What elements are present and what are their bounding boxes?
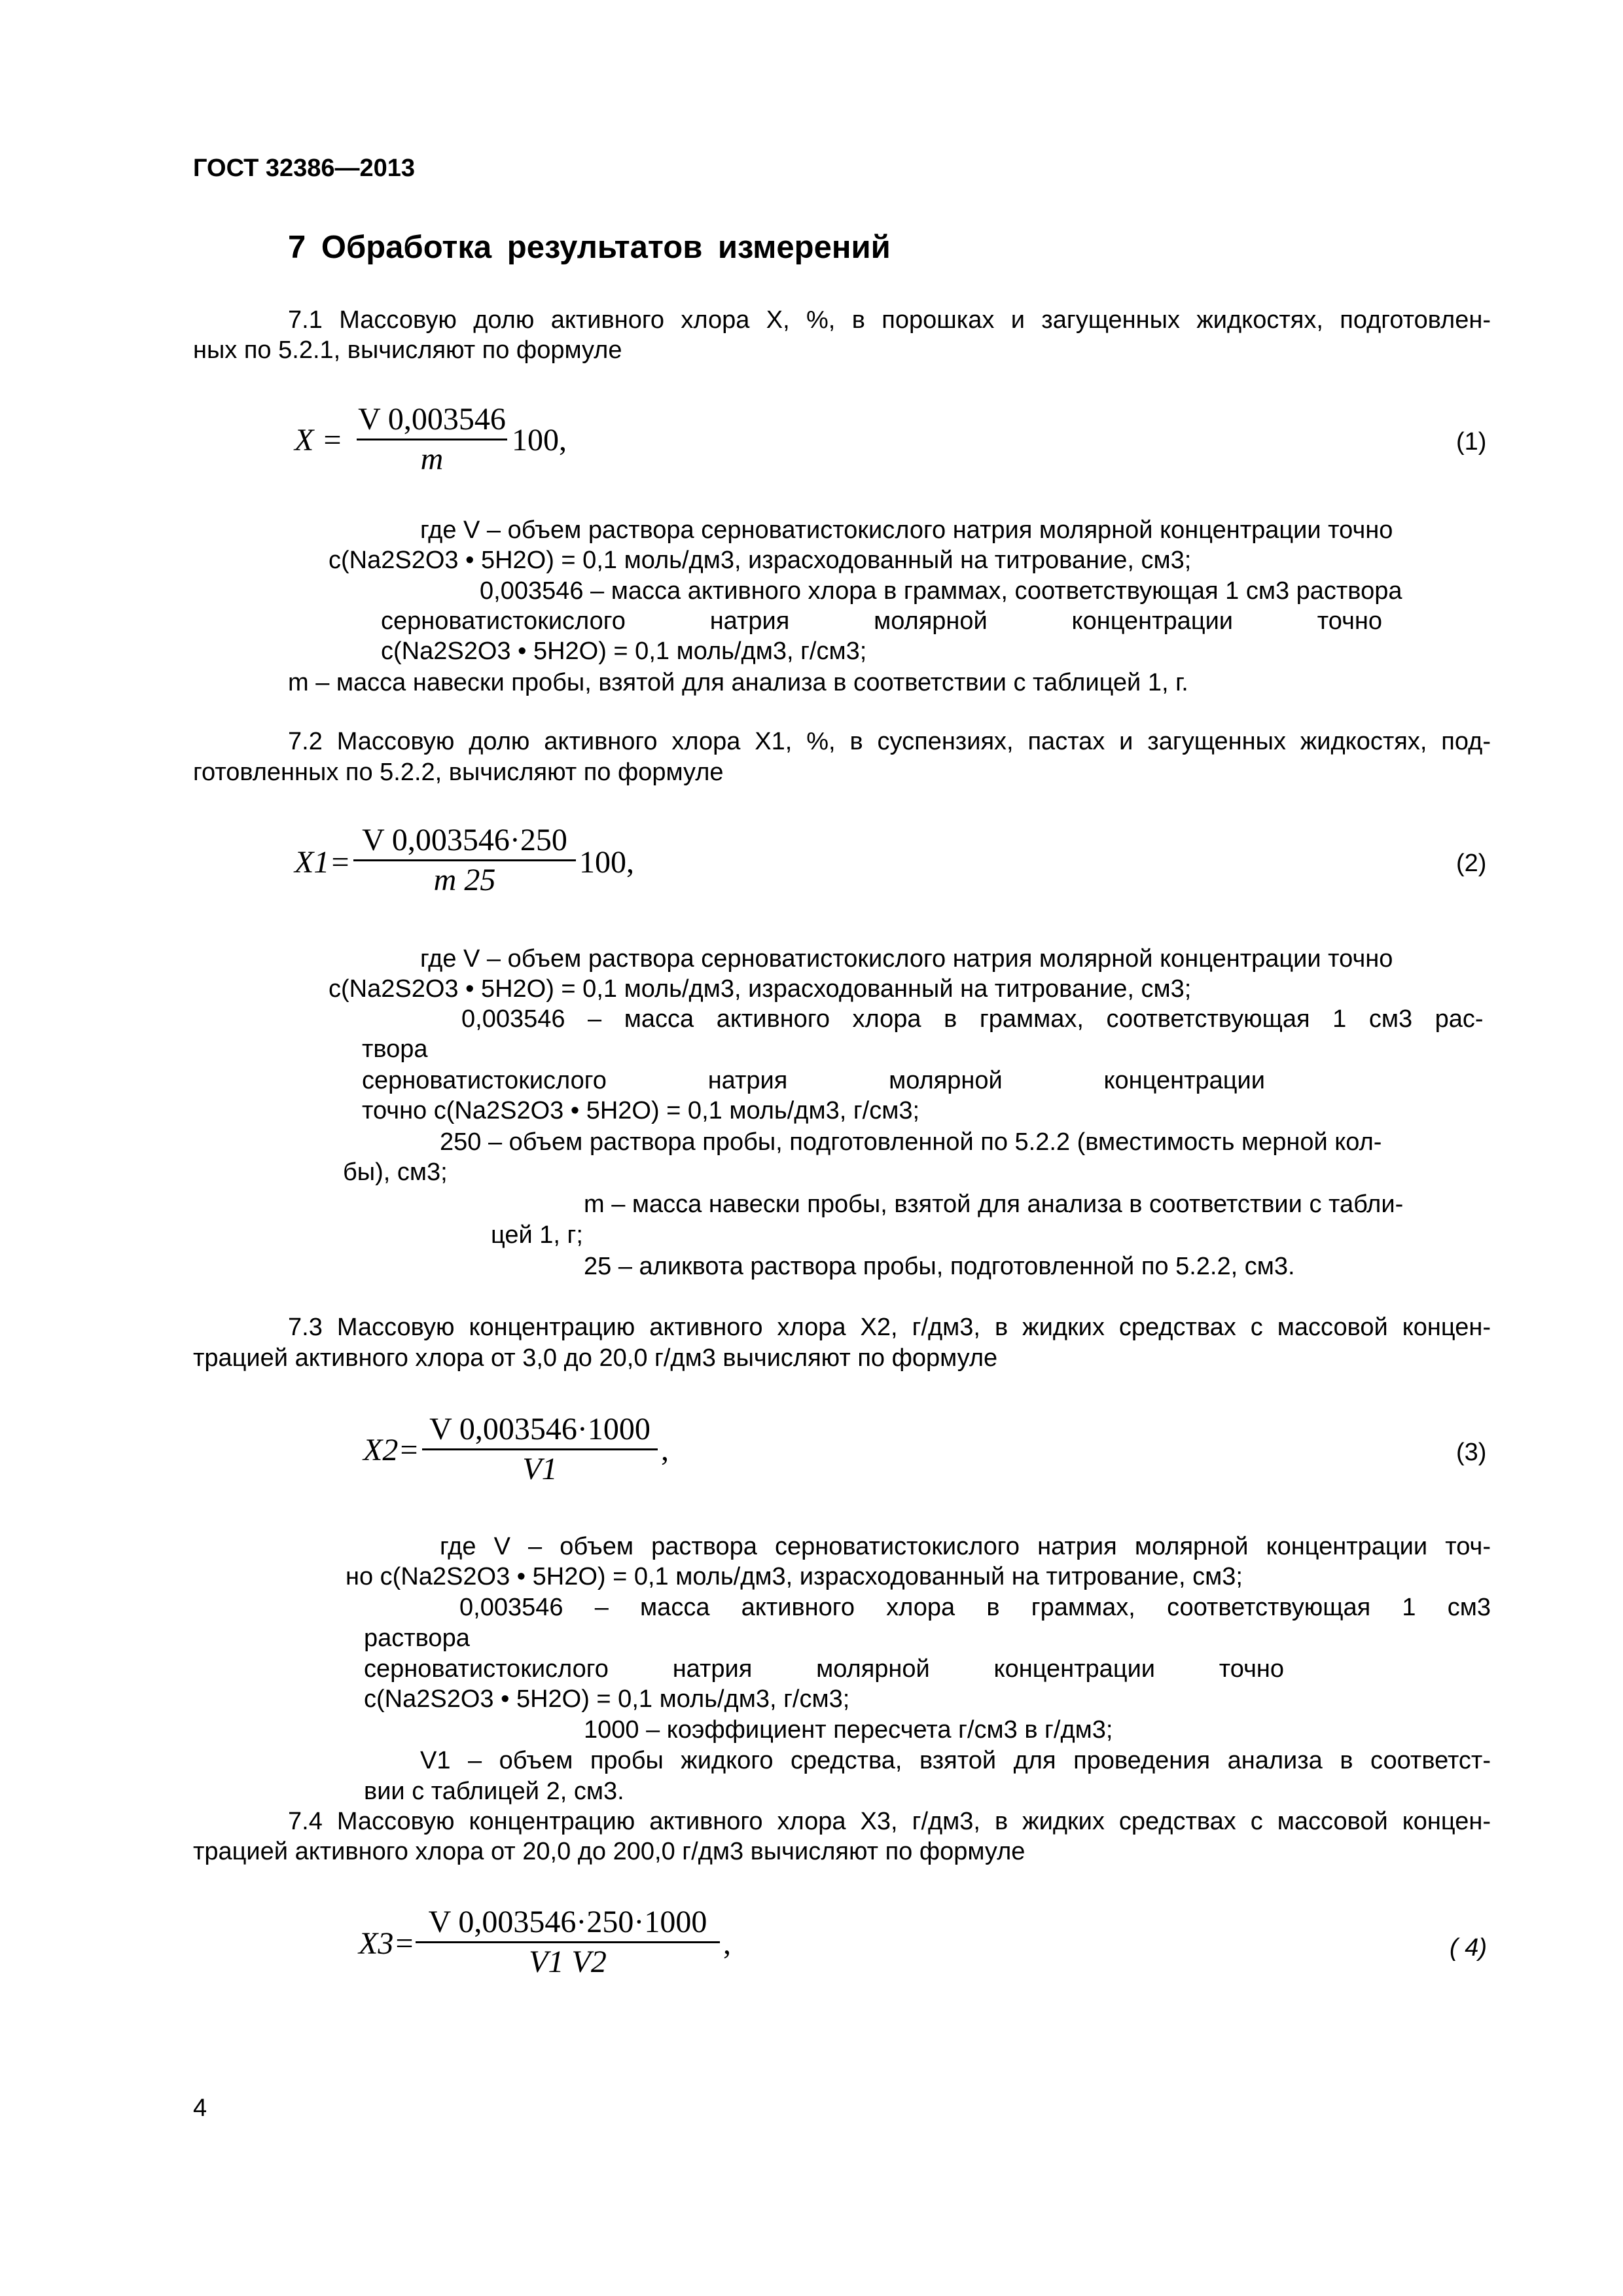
where-7-3-line-3: 0,003546 – масса активного хлора в граммах, соответствующая 1 см3 — [459, 1594, 1491, 1621]
formula-4-number: ( 4) — [1450, 1934, 1487, 1962]
where-7-1-line-1: где V – объем раствора серноватистокислого натрия молярной концентрации точно — [420, 516, 1393, 544]
where-7-3-line-2: но c(Na2S2O3 • 5H2O) = 0,1 моль/дм3, израсходованный на титрование, см3; — [346, 1563, 1243, 1590]
paragraph-7-1-line-2: ных по 5.2.1, вычисляют по формуле — [193, 336, 622, 364]
paragraph-7-2-line-2: готовленных по 5.2.2, вычисляют по формуле — [193, 759, 724, 786]
paragraph-7-2-line-1: 7.2 Массовую долю активного хлора X1, %, в суспензиях, пастах и загущенных жидкостях, под- — [288, 728, 1491, 755]
formula-2-multiplier: 100, — [579, 845, 634, 880]
paragraph-7-4-line-1: 7.4 Массовую концентрацию активного хлора X3, г/дм3, в жидких средствах с массовой концен- — [288, 1808, 1491, 1835]
where-7-2-line-2: c(Na2S2O3 • 5H2O) = 0,1 моль/дм3, израсходованный на титрование, см3; — [329, 975, 1192, 1003]
paragraph-7-3-line-2: трацией активного хлора от 3,0 до 20,0 г/дм3 вычисляют по формуле — [193, 1344, 998, 1372]
formula-3-fraction — [422, 1410, 658, 1488]
where-7-2-line-8: бы), см3; — [343, 1158, 448, 1186]
document-id: ГОСТ 32386—2013 — [193, 154, 416, 182]
formula-2-number: (2) — [1456, 850, 1487, 877]
formula-4-fraction — [416, 1903, 720, 1981]
formula-2-lhs: X1= — [294, 845, 351, 880]
formula-4-denominator: V1 V2 — [529, 1945, 607, 1979]
paragraph-7-1-line-1: 7.1 Массовую долю активного хлора X, %, в порошках и загущенных жидкостях, подготовлен- — [288, 306, 1491, 334]
formula-1-lhs: X = — [294, 423, 343, 457]
where-7-1-line-6: m – масса навески пробы, взятой для анализа в соответствии с таблицей 1, г. — [288, 669, 1188, 696]
formula-1-multiplier: 100, — [512, 423, 567, 457]
formula-3-number: (3) — [1456, 1439, 1487, 1466]
formula-1-fraction — [357, 401, 507, 478]
formula-3-tail: , — [661, 1433, 669, 1467]
where-7-2-line-1: где V – объем раствора серноватистокислого натрия молярной концентрации точно — [420, 945, 1393, 973]
where-7-3-line-1: где V – объем раствора серноватистокислого натрия молярной концентрации точ- — [440, 1533, 1491, 1560]
where-7-2-line-3: 0,003546 – масса активного хлора в граммах, соответствующая 1 см3 рас- — [461, 1005, 1484, 1033]
paragraph-7-3-line-1: 7.3 Массовую концентрацию активного хлора X2, г/дм3, в жидких средствах с массовой концен- — [288, 1314, 1491, 1341]
formula-4-lhs: X3= — [359, 1926, 415, 1961]
formula-3-numerator: V 0,003546·1000 — [429, 1412, 651, 1446]
where-7-3-line-6: c(Na2S2O3 • 5H2O) = 0,1 моль/дм3, г/см3; — [364, 1685, 850, 1713]
formula-1-number: (1) — [1456, 428, 1487, 456]
where-7-2-line-6: точно c(Na2S2O3 • 5H2O) = 0,1 моль/дм3, г/см3; — [362, 1097, 920, 1124]
formula-4-numerator: V 0,003546·250·1000 — [428, 1905, 707, 1939]
where-7-3-line-4: раствора — [364, 1624, 470, 1652]
section-title: 7 Обработка результатов измерений — [288, 230, 891, 265]
where-7-3-line-7: 1000 – коэффициент пересчета г/см3 в г/дм3; — [584, 1716, 1113, 1744]
where-7-2-line-4: твора — [362, 1035, 428, 1063]
page-number: 4 — [193, 2094, 207, 2122]
formula-2-denominator: m 25 — [433, 863, 496, 897]
formula-2-fraction — [353, 821, 576, 899]
where-7-1-line-4: серноватистокислого натрия молярной концентрации точно — [381, 607, 1382, 635]
where-7-2-line-7: 250 – объем раствора пробы, подготовленной по 5.2.2 (вместимость мерной кол- — [440, 1128, 1382, 1156]
formula-4-tail: , — [723, 1926, 731, 1961]
formula-1-numerator: V 0,003546 — [358, 402, 506, 437]
formula-1-denominator: m — [420, 442, 444, 476]
where-7-1-line-5: c(Na2S2O3 • 5H2O) = 0,1 моль/дм3, г/см3; — [381, 637, 867, 665]
where-7-1-line-3: 0,003546 – масса активного хлора в граммах, соответствующая 1 см3 раствора — [480, 577, 1402, 605]
formula-3-denominator: V1 — [522, 1452, 558, 1486]
paragraph-7-4-line-2: трацией активного хлора от 20,0 до 200,0 г/дм3 вычисляют по формуле — [193, 1838, 1026, 1865]
formula-2-numerator: V 0,003546·250 — [362, 823, 567, 857]
where-7-2-line-5: серноватистокислого натрия молярной концентрации — [362, 1067, 1265, 1094]
where-7-2-line-10: цей 1, г; — [491, 1221, 583, 1249]
where-7-2-line-9: m – масса навески пробы, взятой для анализа в соответствии с табли- — [584, 1191, 1404, 1218]
where-7-3-line-5: серноватистокислого натрия молярной концентрации точно — [364, 1655, 1284, 1683]
where-7-3-line-8: V1 – объем пробы жидкого средства, взятой для проведения анализа в соответст- — [420, 1747, 1491, 1774]
formula-3-lhs: X2= — [363, 1433, 419, 1467]
where-7-3-line-9: вии с таблицей 2, см3. — [364, 1778, 624, 1805]
where-7-1-line-2: c(Na2S2O3 • 5H2O) = 0,1 моль/дм3, израсходованный на титрование, см3; — [329, 547, 1192, 574]
where-7-2-line-11: 25 – аликвота раствора пробы, подготовленной по 5.2.2, см3. — [584, 1253, 1295, 1280]
